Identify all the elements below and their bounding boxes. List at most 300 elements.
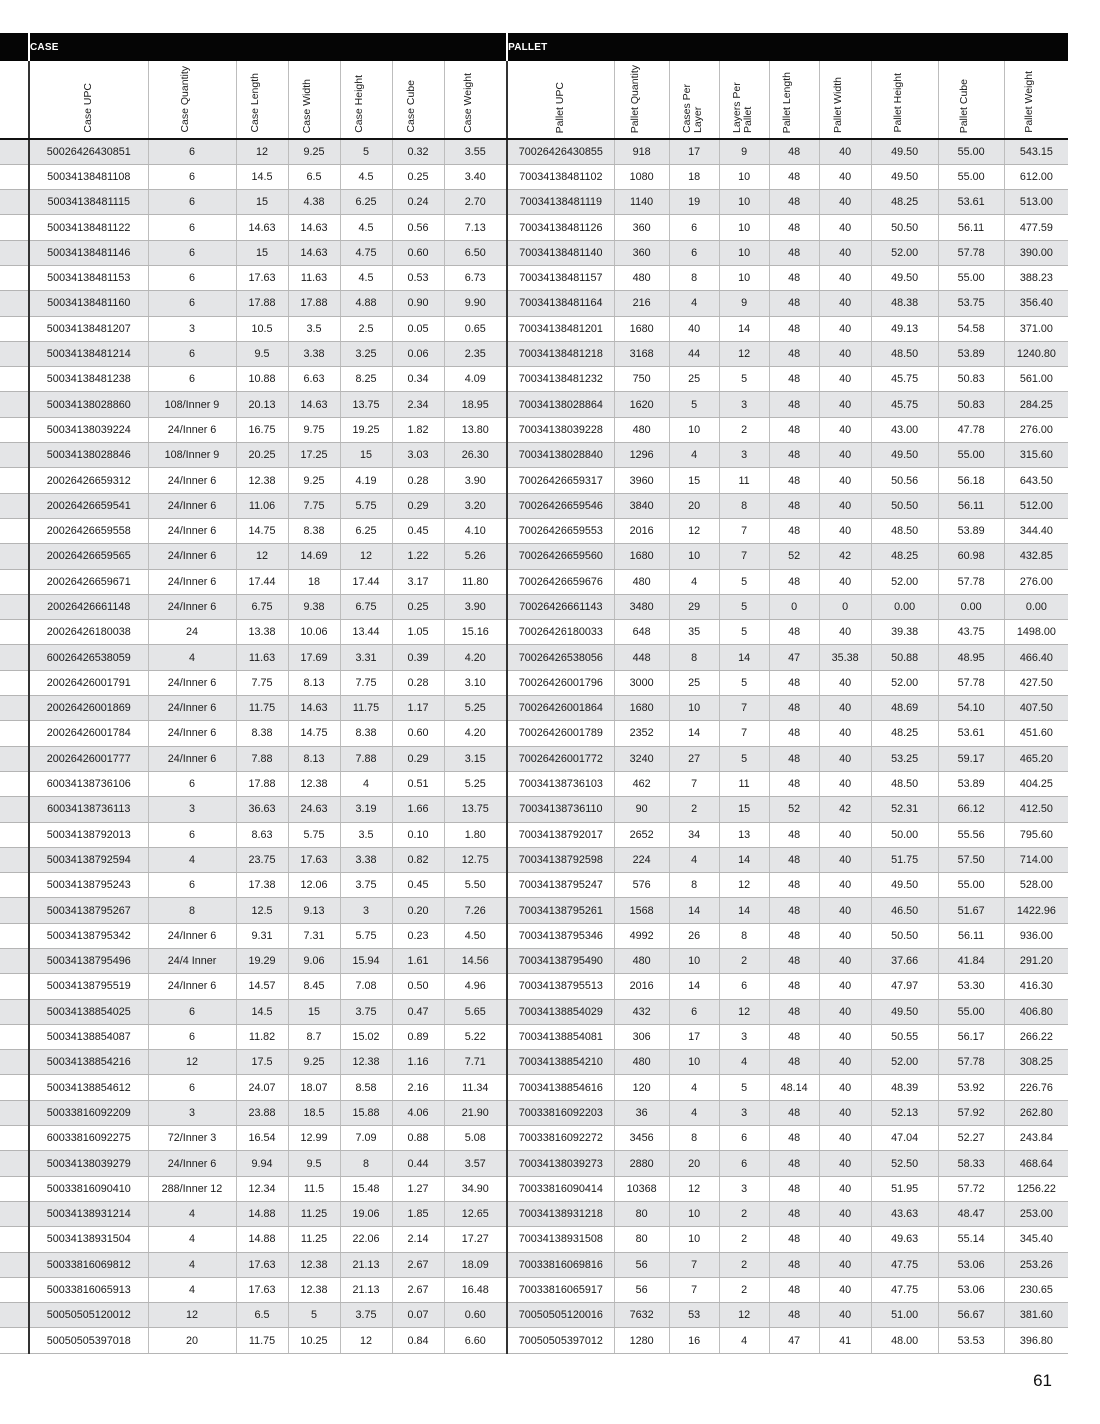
col-header-case-cube: Case Cube <box>392 61 444 139</box>
cell-pallet-width: 40 <box>819 291 871 316</box>
col-header-pallet-upc: Pallet UPC <box>507 61 614 139</box>
cell-pallet-weight: 1256.22 <box>1004 1176 1068 1201</box>
cell-layers-per-pallet: 9 <box>719 291 769 316</box>
cell-pallet-weight: 266.22 <box>1004 1024 1068 1049</box>
cell-case-quantity: 4 <box>148 1227 236 1252</box>
cell-case-cube: 3.17 <box>392 569 444 594</box>
cell-layers-per-pallet: 3 <box>719 1024 769 1049</box>
cell-pallet-height: 46.50 <box>871 898 938 923</box>
row-stub <box>0 898 29 923</box>
cell-pallet-cube: 55.00 <box>938 443 1004 468</box>
cell-pallet-weight: 528.00 <box>1004 873 1068 898</box>
cell-pallet-upc: 70034138854210 <box>507 1050 614 1075</box>
cell-pallet-length: 52 <box>769 544 819 569</box>
row-stub <box>0 645 29 670</box>
cell-pallet-height: 48.25 <box>871 544 938 569</box>
cell-case-weight: 4.20 <box>444 721 507 746</box>
row-stub <box>0 999 29 1024</box>
cell-case-quantity: 4 <box>148 645 236 670</box>
cell-pallet-length: 48.14 <box>769 1075 819 1100</box>
cell-case-height: 3.5 <box>340 822 392 847</box>
cell-pallet-upc: 70026426001789 <box>507 721 614 746</box>
cell-case-length: 6.5 <box>236 1303 288 1328</box>
cell-pallet-weight: 714.00 <box>1004 847 1068 872</box>
cell-case-weight: 12.65 <box>444 1201 507 1226</box>
cell-case-length: 14.5 <box>236 999 288 1024</box>
cell-pallet-weight: 465.20 <box>1004 746 1068 771</box>
cell-cases-per-layer: 25 <box>669 670 719 695</box>
cell-case-width: 14.63 <box>288 392 340 417</box>
col-header-pallet-height: Pallet Height <box>871 61 938 139</box>
cell-case-length: 14.57 <box>236 974 288 999</box>
cell-case-width: 15 <box>288 999 340 1024</box>
cell-pallet-quantity: 10368 <box>614 1176 669 1201</box>
cell-pallet-upc: 70033816069816 <box>507 1252 614 1277</box>
cell-layers-per-pallet: 10 <box>719 164 769 189</box>
cell-pallet-width: 40 <box>819 822 871 847</box>
cell-pallet-height: 49.50 <box>871 164 938 189</box>
cell-case-width: 18.5 <box>288 1100 340 1125</box>
row-stub <box>0 746 29 771</box>
cell-layers-per-pallet: 2 <box>719 1252 769 1277</box>
cell-case-width: 17.88 <box>288 291 340 316</box>
cell-pallet-cube: 56.11 <box>938 493 1004 518</box>
cell-case-weight: 2.70 <box>444 190 507 215</box>
cell-pallet-weight: 345.40 <box>1004 1227 1068 1252</box>
cell-pallet-length: 48 <box>769 1126 819 1151</box>
cell-pallet-quantity: 918 <box>614 139 669 164</box>
cell-pallet-width: 40 <box>819 569 871 594</box>
cell-pallet-height: 48.00 <box>871 1328 938 1353</box>
cell-cases-per-layer: 10 <box>669 949 719 974</box>
cell-pallet-weight: 315.60 <box>1004 443 1068 468</box>
cell-pallet-weight: 396.80 <box>1004 1328 1068 1353</box>
cell-pallet-upc: 70026426001796 <box>507 670 614 695</box>
cell-case-quantity: 24/Inner 6 <box>148 493 236 518</box>
cell-pallet-width: 40 <box>819 898 871 923</box>
cell-case-cube: 0.20 <box>392 898 444 923</box>
cell-case-height: 15.02 <box>340 1024 392 1049</box>
cell-case-weight: 15.16 <box>444 620 507 645</box>
cell-case-height: 6.25 <box>340 190 392 215</box>
cell-layers-per-pallet: 2 <box>719 1227 769 1252</box>
row-stub <box>0 190 29 215</box>
cell-case-upc: 20026426659541 <box>29 493 148 518</box>
cell-pallet-weight: 371.00 <box>1004 316 1068 341</box>
cell-layers-per-pallet: 5 <box>719 746 769 771</box>
cell-case-cube: 1.05 <box>392 620 444 645</box>
cell-pallet-quantity: 1680 <box>614 316 669 341</box>
cell-pallet-width: 40 <box>819 670 871 695</box>
cell-pallet-width: 40 <box>819 1050 871 1075</box>
cell-pallet-height: 50.56 <box>871 468 938 493</box>
cell-pallet-upc: 70034138481119 <box>507 190 614 215</box>
cell-pallet-height: 48.25 <box>871 190 938 215</box>
row-stub <box>0 240 29 265</box>
cell-case-quantity: 24/Inner 6 <box>148 721 236 746</box>
cell-case-quantity: 24/Inner 6 <box>148 670 236 695</box>
cell-pallet-cube: 56.17 <box>938 1024 1004 1049</box>
cell-case-upc: 50034138039279 <box>29 1151 148 1176</box>
cell-layers-per-pallet: 6 <box>719 1126 769 1151</box>
cell-case-width: 17.69 <box>288 645 340 670</box>
cell-case-quantity: 6 <box>148 822 236 847</box>
cell-case-height: 8 <box>340 1151 392 1176</box>
cell-case-length: 14.88 <box>236 1201 288 1226</box>
cell-pallet-height: 49.50 <box>871 999 938 1024</box>
cell-pallet-width: 40 <box>819 265 871 290</box>
page-number: 61 <box>1033 1371 1052 1390</box>
cell-layers-per-pallet: 10 <box>719 190 769 215</box>
cell-pallet-upc: 70034138481201 <box>507 316 614 341</box>
table-row <box>0 949 1068 974</box>
cell-case-upc: 20026426659312 <box>29 468 148 493</box>
cell-pallet-weight: 243.84 <box>1004 1126 1068 1151</box>
cell-pallet-length: 48 <box>769 696 819 721</box>
cell-case-weight: 17.27 <box>444 1227 507 1252</box>
cell-case-cube: 0.56 <box>392 215 444 240</box>
cell-case-upc: 50034138039224 <box>29 417 148 442</box>
cell-case-width: 14.63 <box>288 696 340 721</box>
row-stub <box>0 544 29 569</box>
cell-layers-per-pallet: 5 <box>719 569 769 594</box>
cell-case-height: 5.75 <box>340 493 392 518</box>
cell-case-height: 7.08 <box>340 974 392 999</box>
cell-case-upc: 50050505397018 <box>29 1328 148 1353</box>
cell-case-length: 12 <box>236 139 288 164</box>
cell-case-quantity: 24/Inner 6 <box>148 569 236 594</box>
cell-case-quantity: 4 <box>148 1252 236 1277</box>
table-row <box>0 873 1068 898</box>
cell-pallet-width: 40 <box>819 1227 871 1252</box>
cell-case-cube: 0.28 <box>392 670 444 695</box>
cell-case-cube: 0.06 <box>392 341 444 366</box>
cell-case-length: 36.63 <box>236 797 288 822</box>
cell-case-cube: 0.23 <box>392 923 444 948</box>
row-stub <box>0 1252 29 1277</box>
cell-pallet-weight: 276.00 <box>1004 569 1068 594</box>
cell-case-upc: 50034138795519 <box>29 974 148 999</box>
cell-case-quantity: 24/Inner 6 <box>148 518 236 543</box>
cell-case-height: 5.75 <box>340 923 392 948</box>
cell-case-weight: 2.35 <box>444 341 507 366</box>
cell-case-quantity: 6 <box>148 291 236 316</box>
col-header-pallet-length: Pallet Length <box>769 61 819 139</box>
cell-pallet-height: 51.95 <box>871 1176 938 1201</box>
row-stub <box>0 1303 29 1328</box>
cell-case-height: 4.5 <box>340 164 392 189</box>
cell-case-cube: 0.25 <box>392 164 444 189</box>
cell-case-length: 14.88 <box>236 1227 288 1252</box>
row-stub <box>0 164 29 189</box>
cell-layers-per-pallet: 9 <box>719 139 769 164</box>
cell-case-quantity: 8 <box>148 898 236 923</box>
cell-cases-per-layer: 10 <box>669 696 719 721</box>
cell-layers-per-pallet: 7 <box>719 544 769 569</box>
cell-pallet-length: 48 <box>769 898 819 923</box>
cell-case-width: 9.13 <box>288 898 340 923</box>
row-stub <box>0 721 29 746</box>
cell-case-weight: 13.75 <box>444 797 507 822</box>
cell-case-weight: 11.80 <box>444 569 507 594</box>
cell-case-width: 11.25 <box>288 1201 340 1226</box>
row-stub <box>0 1227 29 1252</box>
cell-case-cube: 0.51 <box>392 771 444 796</box>
cell-case-height: 19.06 <box>340 1201 392 1226</box>
row-stub <box>0 443 29 468</box>
cell-cases-per-layer: 40 <box>669 316 719 341</box>
row-stub <box>0 822 29 847</box>
cell-cases-per-layer: 15 <box>669 468 719 493</box>
cell-case-width: 11.63 <box>288 265 340 290</box>
cell-pallet-weight: 388.23 <box>1004 265 1068 290</box>
cell-case-height: 4.75 <box>340 240 392 265</box>
cell-pallet-cube: 59.17 <box>938 746 1004 771</box>
row-stub <box>0 1201 29 1226</box>
cell-layers-per-pallet: 7 <box>719 518 769 543</box>
cell-layers-per-pallet: 2 <box>719 1201 769 1226</box>
cell-case-quantity: 6 <box>148 341 236 366</box>
cell-pallet-quantity: 7632 <box>614 1303 669 1328</box>
cell-pallet-height: 49.63 <box>871 1227 938 1252</box>
cell-case-quantity: 108/Inner 9 <box>148 392 236 417</box>
cell-cases-per-layer: 26 <box>669 923 719 948</box>
cell-pallet-length: 48 <box>769 1024 819 1049</box>
cell-case-width: 7.31 <box>288 923 340 948</box>
cell-pallet-quantity: 480 <box>614 417 669 442</box>
cell-cases-per-layer: 44 <box>669 341 719 366</box>
cell-case-upc: 50034138481214 <box>29 341 148 366</box>
cell-pallet-height: 0.00 <box>871 594 938 619</box>
cell-pallet-width: 40 <box>819 923 871 948</box>
cell-layers-per-pallet: 8 <box>719 923 769 948</box>
table-row <box>0 190 1068 215</box>
cell-pallet-width: 40 <box>819 443 871 468</box>
cell-case-quantity: 6 <box>148 190 236 215</box>
cell-pallet-length: 48 <box>769 341 819 366</box>
cell-case-quantity: 4 <box>148 1201 236 1226</box>
cell-pallet-upc: 70026426538056 <box>507 645 614 670</box>
cell-pallet-cube: 56.67 <box>938 1303 1004 1328</box>
cell-pallet-width: 35.38 <box>819 645 871 670</box>
cell-pallet-length: 48 <box>769 1050 819 1075</box>
cell-case-upc: 50033816069812 <box>29 1252 148 1277</box>
cell-pallet-width: 40 <box>819 949 871 974</box>
cell-case-length: 12.38 <box>236 468 288 493</box>
col-header-pallet-quantity: Pallet Quantity <box>614 61 669 139</box>
cell-layers-per-pallet: 10 <box>719 265 769 290</box>
cell-pallet-height: 39.38 <box>871 620 938 645</box>
cell-pallet-weight: 226.76 <box>1004 1075 1068 1100</box>
table-row <box>0 696 1068 721</box>
cell-pallet-upc: 70026426659317 <box>507 468 614 493</box>
cell-case-upc: 60026426538059 <box>29 645 148 670</box>
cell-pallet-upc: 70033816090414 <box>507 1176 614 1201</box>
cell-pallet-height: 52.00 <box>871 240 938 265</box>
cell-case-height: 3 <box>340 898 392 923</box>
cell-case-weight: 16.48 <box>444 1277 507 1302</box>
table-row <box>0 923 1068 948</box>
cell-layers-per-pallet: 5 <box>719 367 769 392</box>
cell-pallet-upc: 70034138481126 <box>507 215 614 240</box>
cell-pallet-cube: 53.89 <box>938 518 1004 543</box>
cell-layers-per-pallet: 2 <box>719 417 769 442</box>
cell-case-length: 17.38 <box>236 873 288 898</box>
cell-case-length: 17.88 <box>236 291 288 316</box>
cell-case-length: 6.75 <box>236 594 288 619</box>
cell-case-quantity: 24/4 Inner <box>148 949 236 974</box>
cell-pallet-weight: 466.40 <box>1004 645 1068 670</box>
cell-pallet-upc: 70034138736110 <box>507 797 614 822</box>
cell-pallet-quantity: 480 <box>614 265 669 290</box>
cell-case-weight: 6.60 <box>444 1328 507 1353</box>
cell-pallet-height: 50.88 <box>871 645 938 670</box>
cell-pallet-length: 48 <box>769 1176 819 1201</box>
cell-pallet-quantity: 2880 <box>614 1151 669 1176</box>
cell-case-width: 12.99 <box>288 1126 340 1151</box>
cell-pallet-quantity: 36 <box>614 1100 669 1125</box>
cell-case-height: 15.48 <box>340 1176 392 1201</box>
cell-case-quantity: 24 <box>148 620 236 645</box>
cell-case-quantity: 12 <box>148 1303 236 1328</box>
table-row <box>0 468 1068 493</box>
row-stub <box>0 215 29 240</box>
cell-case-weight: 3.40 <box>444 164 507 189</box>
cell-case-weight: 4.10 <box>444 518 507 543</box>
cell-case-weight: 14.56 <box>444 949 507 974</box>
cell-cases-per-layer: 2 <box>669 797 719 822</box>
table-row <box>0 417 1068 442</box>
cell-case-quantity: 6 <box>148 367 236 392</box>
cell-pallet-length: 48 <box>769 518 819 543</box>
cell-pallet-length: 48 <box>769 291 819 316</box>
cell-pallet-height: 51.00 <box>871 1303 938 1328</box>
cell-case-cube: 0.10 <box>392 822 444 847</box>
cell-pallet-height: 47.75 <box>871 1277 938 1302</box>
cell-case-height: 11.75 <box>340 696 392 721</box>
cell-pallet-height: 48.39 <box>871 1075 938 1100</box>
cell-pallet-width: 41 <box>819 1328 871 1353</box>
cell-pallet-width: 40 <box>819 999 871 1024</box>
cell-pallet-quantity: 56 <box>614 1252 669 1277</box>
cell-cases-per-layer: 20 <box>669 1151 719 1176</box>
cell-pallet-weight: 432.85 <box>1004 544 1068 569</box>
cell-case-quantity: 6 <box>148 771 236 796</box>
cell-case-width: 5.75 <box>288 822 340 847</box>
cell-case-cube: 0.45 <box>392 873 444 898</box>
cell-pallet-cube: 55.56 <box>938 822 1004 847</box>
cell-pallet-upc: 70034138792598 <box>507 847 614 872</box>
cell-case-upc: 20026426659671 <box>29 569 148 594</box>
cell-pallet-upc: 70026426659553 <box>507 518 614 543</box>
header-stub <box>0 61 29 139</box>
table-row <box>0 569 1068 594</box>
cell-case-weight: 7.26 <box>444 898 507 923</box>
cell-pallet-quantity: 1080 <box>614 164 669 189</box>
cell-pallet-quantity: 224 <box>614 847 669 872</box>
cell-pallet-quantity: 1620 <box>614 392 669 417</box>
cell-pallet-height: 50.00 <box>871 822 938 847</box>
cell-pallet-weight: 284.25 <box>1004 392 1068 417</box>
cell-cases-per-layer: 4 <box>669 847 719 872</box>
cell-pallet-length: 48 <box>769 1252 819 1277</box>
cell-pallet-quantity: 432 <box>614 999 669 1024</box>
cell-case-width: 17.25 <box>288 443 340 468</box>
cell-pallet-width: 42 <box>819 544 871 569</box>
cell-case-quantity: 24/Inner 6 <box>148 974 236 999</box>
table-row <box>0 1252 1068 1277</box>
cell-case-upc: 50034138795342 <box>29 923 148 948</box>
cell-pallet-cube: 0.00 <box>938 594 1004 619</box>
cell-pallet-height: 52.13 <box>871 1100 938 1125</box>
cell-pallet-length: 48 <box>769 392 819 417</box>
cell-case-length: 14.5 <box>236 164 288 189</box>
cell-pallet-cube: 55.14 <box>938 1227 1004 1252</box>
cell-case-width: 9.25 <box>288 139 340 164</box>
cell-case-quantity: 24/Inner 6 <box>148 746 236 771</box>
cell-case-length: 11.63 <box>236 645 288 670</box>
table-row <box>0 1201 1068 1226</box>
cell-pallet-height: 47.04 <box>871 1126 938 1151</box>
cell-cases-per-layer: 6 <box>669 999 719 1024</box>
cell-case-weight: 5.50 <box>444 873 507 898</box>
cell-case-weight: 5.22 <box>444 1024 507 1049</box>
cell-cases-per-layer: 16 <box>669 1328 719 1353</box>
cell-pallet-quantity: 80 <box>614 1227 669 1252</box>
cell-case-weight: 5.26 <box>444 544 507 569</box>
cell-pallet-quantity: 4992 <box>614 923 669 948</box>
cell-pallet-length: 48 <box>769 949 819 974</box>
cell-pallet-cube: 55.00 <box>938 164 1004 189</box>
cell-pallet-width: 40 <box>819 620 871 645</box>
cell-pallet-cube: 53.89 <box>938 341 1004 366</box>
cell-pallet-height: 50.50 <box>871 215 938 240</box>
cell-case-quantity: 108/Inner 9 <box>148 443 236 468</box>
cell-case-quantity: 24/Inner 6 <box>148 544 236 569</box>
table-row <box>0 1126 1068 1151</box>
cell-case-width: 6.5 <box>288 164 340 189</box>
cell-cases-per-layer: 5 <box>669 392 719 417</box>
cell-case-width: 12.38 <box>288 771 340 796</box>
cell-pallet-upc: 70034138854081 <box>507 1024 614 1049</box>
cell-case-upc: 20026426659565 <box>29 544 148 569</box>
cell-pallet-width: 40 <box>819 1277 871 1302</box>
cell-pallet-upc: 70033816092272 <box>507 1126 614 1151</box>
cell-case-weight: 12.75 <box>444 847 507 872</box>
cell-pallet-cube: 53.06 <box>938 1277 1004 1302</box>
cell-case-quantity: 6 <box>148 265 236 290</box>
cell-pallet-cube: 53.92 <box>938 1075 1004 1100</box>
row-stub <box>0 771 29 796</box>
cell-case-upc: 50034138481115 <box>29 190 148 215</box>
cell-pallet-quantity: 3840 <box>614 493 669 518</box>
row-stub <box>0 1151 29 1176</box>
cell-case-cube: 1.16 <box>392 1050 444 1075</box>
cell-pallet-height: 50.50 <box>871 923 938 948</box>
cell-pallet-height: 48.25 <box>871 721 938 746</box>
cell-pallet-cube: 58.33 <box>938 1151 1004 1176</box>
cell-pallet-upc: 70034138028840 <box>507 443 614 468</box>
cell-case-width: 10.25 <box>288 1328 340 1353</box>
cell-pallet-width: 40 <box>819 847 871 872</box>
cell-pallet-weight: 416.30 <box>1004 974 1068 999</box>
cell-case-height: 3.38 <box>340 847 392 872</box>
cell-case-upc: 50034138795243 <box>29 873 148 898</box>
row-stub <box>0 518 29 543</box>
cell-pallet-width: 40 <box>819 1151 871 1176</box>
cell-pallet-weight: 468.64 <box>1004 1151 1068 1176</box>
cell-layers-per-pallet: 14 <box>719 847 769 872</box>
